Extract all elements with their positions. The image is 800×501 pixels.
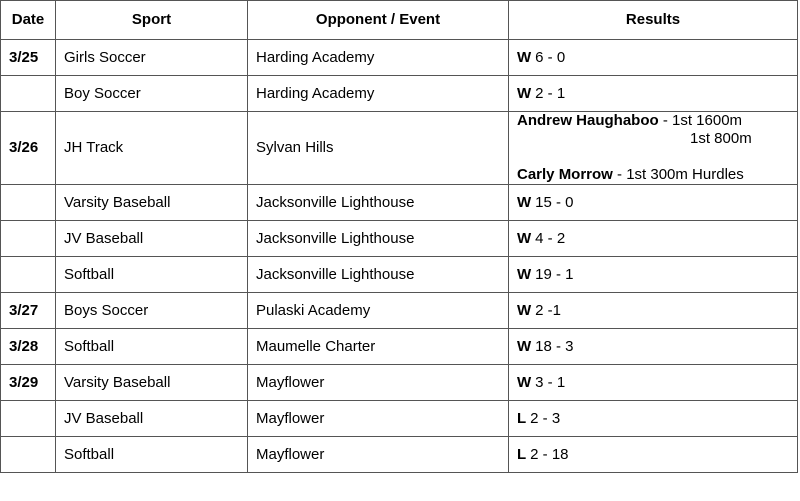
- opponent-cell: Mayflower: [248, 401, 509, 437]
- result-cell: [509, 257, 798, 293]
- result-letter: W: [517, 265, 532, 283]
- result-score: 15 - 0: [535, 193, 574, 211]
- table-row: [1, 221, 798, 257]
- opponent-cell: Maumelle Charter: [248, 329, 509, 365]
- table-row: [1, 112, 798, 185]
- result-letter: W: [517, 337, 532, 355]
- opponent-cell: Pulaski Academy: [248, 293, 509, 329]
- header-sport: Sport: [56, 1, 248, 40]
- result-score: 2 - 3: [530, 409, 561, 427]
- athlete-result: - 1st 1600m: [662, 112, 743, 129]
- result-score: 6 - 0: [535, 48, 566, 66]
- opponent-cell: Harding Academy: [248, 40, 509, 76]
- date-cell: [1, 257, 56, 293]
- athlete-name: Carly Morrow: [517, 166, 613, 183]
- date-cell: [1, 185, 56, 221]
- opponent-cell: Harding Academy: [248, 76, 509, 112]
- result-cell: [509, 365, 798, 401]
- date-cell: [1, 221, 56, 257]
- date-cell: [1, 437, 56, 473]
- result-cell: [509, 221, 798, 257]
- sport-cell: Softball: [56, 437, 248, 473]
- opponent-cell: Jacksonville Lighthouse: [248, 185, 509, 221]
- result-score: 2 -1: [535, 301, 562, 319]
- header-row: [1, 1, 798, 40]
- sport-cell: Boy Soccer: [56, 76, 248, 112]
- header-results: Results: [509, 1, 798, 40]
- table-row: [1, 329, 798, 365]
- sport-cell: Boys Soccer: [56, 293, 248, 329]
- table-row: [1, 40, 798, 76]
- table-row: [1, 293, 798, 329]
- result-score: 2 - 18: [530, 445, 569, 463]
- opponent-cell: Jacksonville Lighthouse: [248, 257, 509, 293]
- result-letter: L: [517, 409, 527, 427]
- result-cell: [509, 329, 798, 365]
- result-letter: W: [517, 229, 532, 247]
- table-row: [1, 401, 798, 437]
- result-letter: L: [517, 445, 527, 463]
- table-row: [1, 185, 798, 221]
- result-score: 3 - 1: [535, 373, 566, 391]
- table-row: [1, 76, 798, 112]
- result-cell: [509, 437, 798, 473]
- track-result-line: [517, 166, 789, 184]
- result-cell: [509, 40, 798, 76]
- sport-cell: Girls Soccer: [56, 40, 248, 76]
- header-date: Date: [1, 1, 56, 40]
- sport-cell: JV Baseball: [56, 221, 248, 257]
- result-score: 4 - 2: [535, 229, 566, 247]
- opponent-cell: Jacksonville Lighthouse: [248, 221, 509, 257]
- opponent-cell: Mayflower: [248, 365, 509, 401]
- result-letter: W: [517, 84, 532, 102]
- date-cell: 3/28: [1, 329, 56, 365]
- result-score: 2 - 1: [535, 84, 566, 102]
- date-cell: 3/29: [1, 365, 56, 401]
- sport-cell: Varsity Baseball: [56, 365, 248, 401]
- result-score: 19 - 1: [535, 265, 574, 283]
- result-letter: W: [517, 48, 532, 66]
- result-letter: W: [517, 301, 532, 319]
- table-row: [1, 257, 798, 293]
- result-cell: [509, 185, 798, 221]
- track-result-line: [517, 112, 789, 130]
- athlete-name: Andrew Haughaboo: [517, 112, 659, 129]
- date-cell: 3/25: [1, 40, 56, 76]
- sport-cell: JV Baseball: [56, 401, 248, 437]
- date-cell: [1, 76, 56, 112]
- table-row: [1, 437, 798, 473]
- date-cell: 3/26: [1, 112, 56, 185]
- result-score: 18 - 3: [535, 337, 574, 355]
- athlete-result: - 1st 300m Hurdles: [617, 166, 744, 183]
- result-cell: [509, 401, 798, 437]
- result-letter: W: [517, 373, 532, 391]
- date-cell: 3/27: [1, 293, 56, 329]
- athlete-result: 1st 800m: [690, 130, 752, 147]
- sport-cell: Softball: [56, 329, 248, 365]
- opponent-cell: Mayflower: [248, 437, 509, 473]
- result-cell: [509, 293, 798, 329]
- track-results-cell: [509, 112, 798, 185]
- result-cell: [509, 76, 798, 112]
- sport-cell: Varsity Baseball: [56, 185, 248, 221]
- sport-cell: Softball: [56, 257, 248, 293]
- sport-cell: JH Track: [56, 112, 248, 185]
- table-row: [1, 365, 798, 401]
- opponent-cell: Sylvan Hills: [248, 112, 509, 185]
- date-cell: [1, 401, 56, 437]
- result-letter: W: [517, 193, 532, 211]
- header-opponent: Opponent / Event: [248, 1, 509, 40]
